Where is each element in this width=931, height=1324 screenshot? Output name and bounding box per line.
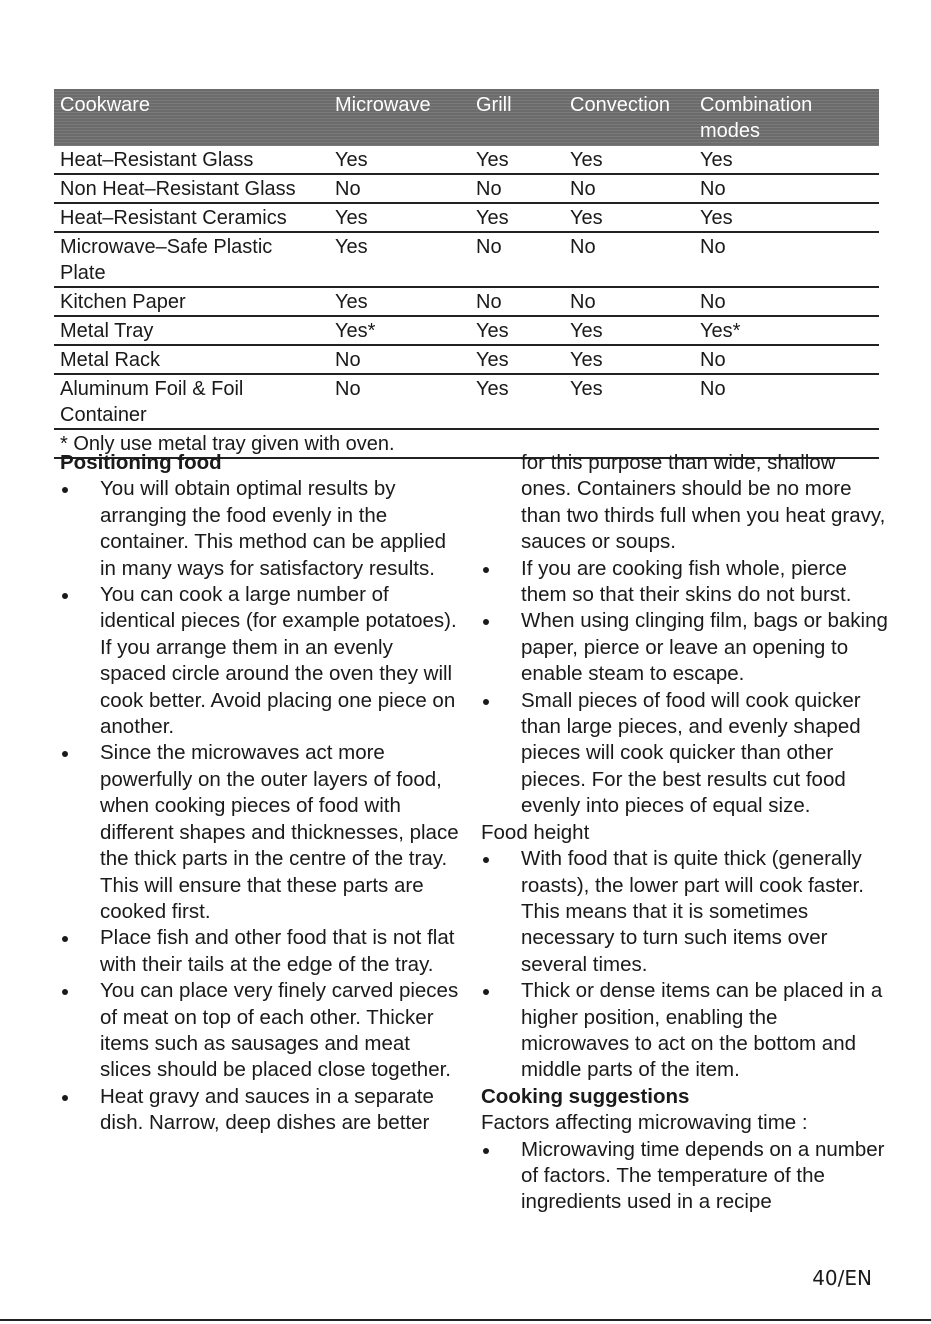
list-item-text: You can place very finely carved pieces of meat on top of each other. Thicker items such as sausages and meat slices should be placed close together. [100, 979, 459, 1082]
bottom-divider [0, 1319, 931, 1321]
cell: No [329, 374, 470, 429]
cell: No [470, 287, 564, 316]
bullet-icon [483, 619, 489, 625]
bullet-icon [62, 989, 68, 995]
list-item [481, 688, 891, 820]
list-item [60, 978, 460, 1084]
bullet-icon [483, 989, 489, 995]
food-height-list [481, 846, 891, 1084]
cell: No [694, 287, 879, 316]
continued-paragraph: for this purpose than wide, shallow ones. Containers should be no more than two thirds full when you heat gravy, sauces or soups. [521, 451, 886, 554]
cell: Heat–Resistant Ceramics [54, 203, 329, 232]
bullet-icon [62, 593, 68, 599]
cell: Microwave–Safe Plastic Plate [54, 232, 329, 287]
list-item-text: Place fish and other food that is not flat with their tails at the edge of the tray. [100, 926, 455, 976]
list-item-text: When using clinging film, bags or baking paper, pierce or leave an opening to enable steam to escape. [521, 609, 888, 686]
cell: Yes [564, 146, 694, 174]
list-item-text: Heat gravy and sauces in a separate dish. Narrow, deep dishes are better [100, 1084, 434, 1135]
table-row [54, 345, 879, 374]
cell: Yes* [329, 316, 470, 345]
table-body [54, 146, 879, 458]
table-header-row [54, 89, 879, 146]
cell: Yes [470, 345, 564, 374]
list-item [481, 846, 891, 978]
cell: Yes [564, 374, 694, 429]
list-item [481, 608, 891, 687]
table-row [54, 316, 879, 345]
list-item [60, 740, 460, 925]
cell: No [564, 174, 694, 203]
cooking-suggestions-intro: Factors affecting microwaving time : [481, 1111, 808, 1135]
cell: No [694, 374, 879, 429]
list-item-text: Small pieces of food will cook quicker than large pieces, and evenly shaped pieces will cook quicker than other pieces. For the best results cut food evenly into pieces of equal size. [521, 688, 861, 818]
right-column [481, 450, 891, 1216]
list-item [60, 582, 460, 740]
cell: Yes [470, 146, 564, 174]
list-item-text: Microwaving time depends on a number of factors. The temperature of the ingredients used in a recipe [521, 1137, 885, 1214]
table-row [54, 374, 879, 429]
cell: Metal Rack [54, 345, 329, 374]
cell: No [694, 174, 879, 203]
cell: No [564, 232, 694, 287]
list-item-text: With food that is quite thick (generally roasts), the lower part will cook faster. This means that it is sometimes necessary to turn such items over several times. [521, 847, 864, 976]
list-item-text: Thick or dense items can be placed in a higher position, enabling the microwaves to act on the bottom and middle parts of the item. [521, 979, 883, 1082]
section-heading-positioning-food: Positioning food [60, 451, 222, 474]
cell: Yes [329, 146, 470, 174]
cell: No [564, 287, 694, 316]
cell: Yes [470, 203, 564, 232]
cell: Yes [329, 203, 470, 232]
cell: Aluminum Foil & Foil Container [54, 374, 329, 429]
subheading-food-height: Food height [481, 820, 590, 844]
cell: Yes [470, 316, 564, 345]
cell: Yes [564, 203, 694, 232]
list-item [60, 1084, 460, 1137]
bullet-icon [483, 567, 489, 573]
header-microwave: Microwave [329, 89, 470, 146]
list-item [481, 978, 891, 1084]
cell: No [470, 232, 564, 287]
bullet-icon [62, 487, 68, 493]
header-convection: Convection [564, 89, 694, 146]
cell: Yes [470, 374, 564, 429]
cell: Yes [694, 146, 879, 174]
table-row [54, 203, 879, 232]
bullet-icon [62, 936, 68, 942]
header-grill: Grill [470, 89, 564, 146]
left-column [60, 450, 460, 1137]
list-item-text: You can cook a large number of identical pieces (for example potatoes). If you arrange them in an evenly spaced circle around the oven they will cook better. Avoid placing one piece on another. [100, 583, 457, 739]
bullet-icon [62, 1095, 68, 1101]
cell: No [329, 345, 470, 374]
list-item [60, 476, 460, 582]
table-row [54, 287, 879, 316]
table-row [54, 146, 879, 174]
list-item-text: If you are cooking fish whole, pierce them so that their skins do not burst. [521, 556, 852, 607]
cell: No [694, 232, 879, 287]
section-heading-cooking-suggestions: Cooking suggestions [481, 1084, 690, 1108]
cell: Yes* [694, 316, 879, 345]
cell: Yes [329, 232, 470, 287]
positioning-food-list [60, 476, 460, 1136]
bullet-icon [62, 751, 68, 757]
list-item [481, 556, 891, 609]
list-item [481, 1137, 891, 1216]
cell: No [694, 345, 879, 374]
cookware-compatibility-table [54, 89, 879, 459]
bullet-icon [483, 1148, 489, 1154]
list-item-text: Since the microwaves act more powerfully on the outer layers of food, when cooking pieces of food with different shapes and thicknesses, place the thick parts in the centre of the tray. This will ensure that these parts are cooked first. [100, 741, 459, 923]
list-item [60, 925, 460, 978]
cell: No [329, 174, 470, 203]
cell: Metal Tray [54, 316, 329, 345]
cell: Yes [564, 345, 694, 374]
list-item-text: You will obtain optimal results by arranging the food evenly in the container. This method can be applied in many ways for satisfactory results. [100, 477, 447, 580]
table-footnote: * Only use metal tray given with oven. [54, 429, 879, 458]
cell: Yes [564, 316, 694, 345]
bullet-icon [483, 699, 489, 705]
bullet-icon [483, 857, 489, 863]
cell: No [470, 174, 564, 203]
positioning-food-list-continued [481, 556, 891, 820]
header-cookware: Cookware [54, 89, 329, 146]
cell: Kitchen Paper [54, 287, 329, 316]
cell: Yes [694, 203, 879, 232]
cooking-suggestions-list [481, 1137, 891, 1216]
table-row [54, 174, 879, 203]
table-row [54, 232, 879, 287]
cell: Non Heat–Resistant Glass [54, 174, 329, 203]
cell: Heat–Resistant Glass [54, 146, 329, 174]
cell: Yes [329, 287, 470, 316]
header-combination-modes: Combination modes [694, 89, 879, 146]
page-number: 40/EN [812, 1266, 872, 1290]
